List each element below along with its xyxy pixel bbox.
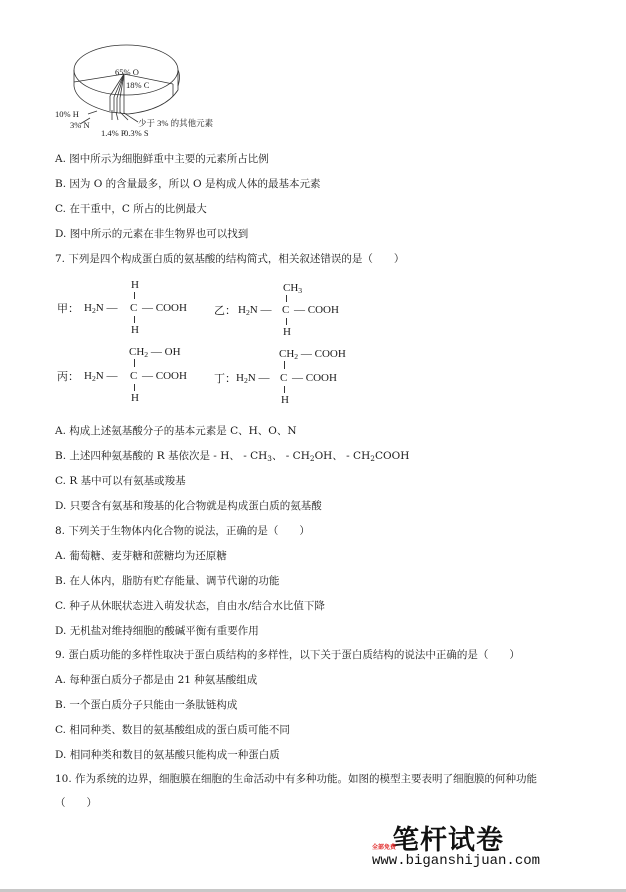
label-other-elements: 少于 3% 的其他元素 [138,118,214,128]
label-hydrogen: 10% H [55,109,79,119]
q8-option-b: B. 在人体内，脂肪有贮存能量、调节代谢的功能 [55,575,280,587]
yi-label: 乙： [214,304,236,317]
q6-option-c: C. 在干重中，C 所占的比例最大 [55,203,207,215]
watermark-free-tag: 全部免费 [372,844,397,851]
alpha-carbon: C [282,304,290,316]
q6-option-b: B. 因为 O 的含量最多，所以 O 是构成人体的最基本元素 [55,178,321,190]
element-pie-chart [50,38,250,138]
bond-line [134,359,135,367]
label-phosphorus: 1.4% P [101,128,126,138]
label-carbon: 18% C [126,80,150,90]
q6-option-d: D. 图中所示的元素在非生物界也可以找到 [55,228,249,240]
q7-option-a: A. 构成上述氨基酸分子的基本元素是 C、H、O、N [55,425,297,437]
q9-stem: 9. 蛋白质功能的多样性取决于蛋白质结构的多样性，以下关于蛋白质结构的说法中正确的是（ ） [55,649,520,661]
watermark-logo [372,818,542,878]
amino-group: $H_2N$ — [238,304,272,317]
jia-bottom: H [131,324,139,336]
methyl-group: $CH_3$ [283,282,303,295]
q9-option-d: D. 相同种类和数目的氨基酸只能构成一种蛋白质 [55,749,280,761]
bond-line [284,361,285,369]
ding-bottom: H [281,394,289,406]
bond-line [134,316,135,323]
carboxyl-group: — COOH [294,304,339,316]
jia-top: H [131,279,139,291]
q10-answer-blank: （ ） [55,797,97,809]
q8-option-d: D. 无机盐对维持细胞的酸碱平衡有重要作用 [55,625,259,637]
alpha-carbon: C [130,302,138,314]
q6-option-a: A. 图中所示为细胞鲜重中主要的元素所占比例 [55,153,269,165]
hydroxymethyl-group: $CH_2$ — OH [129,346,181,359]
watermark-url: www.biganshijuan.com [372,853,541,869]
bond-line [284,386,285,393]
label-sulfur: 0.3% S [124,128,149,138]
carboxyl-group: — COOH [292,372,337,384]
q9-option-c: C. 相同种类、数目的氨基酸组成的蛋白质可能不同 [55,724,290,736]
q10-stem: 10. 作为系统的边界，细胞膜在细胞的生命活动中有多种功能。如图的模型主要表明了细胞膜的何种功能 [55,773,538,785]
alpha-carbon: C [130,370,138,382]
bing-bottom: H [131,392,139,404]
q7-option-b: B. 上述四种氨基酸的 R 基依次是 - H、 - $CH_3$、 - $CH_2OH$、 - $CH_2COOH$ [55,450,410,463]
q7-option-c: C. R 基中可以有氨基或羧基 [55,475,186,487]
q7-stem: 7. 下列是四个构成蛋白质的氨基酸的结构简式，相关叙述错误的是（ ） [55,253,405,265]
watermark-title: 笔杆试卷 [392,825,504,856]
q7-option-d: D. 只要含有氨基和羧基的化合物就是构成蛋白质的氨基酸 [55,500,322,512]
bond-line [286,295,287,302]
bond-line [134,384,135,391]
amino-group: $H_2N$ — [236,372,270,385]
q9-option-a: A. 每种蛋白质分子都是由 21 种氨基酸组成 [55,674,258,686]
carboxymethyl-group: $CH_2$ — COOH [279,348,346,361]
jia-label: 甲： [57,302,79,315]
yi-bottom: H [283,326,291,338]
amino-group: $H_2N$ — [84,370,118,383]
alpha-carbon: C [280,372,288,384]
q8-option-a: A. 葡萄糖、麦芽糖和蔗糖均为还原糖 [55,550,227,562]
bond-line [134,292,135,299]
q8-stem: 8. 下列关于生物体内化合物的说法，正确的是（ ） [55,525,310,537]
amino-group: $H_2N$ — [84,302,118,315]
label-oxygen: 65% O [115,67,139,77]
bing-label: 丙： [57,370,79,383]
q9-option-b: B. 一个蛋白质分子只能由一条肽链构成 [55,699,238,711]
label-nitrogen: 3% N [70,120,90,130]
q8-option-c: C. 种子从休眠状态进入萌发状态，自由水/结合水比值下降 [55,600,325,612]
ding-label: 丁： [214,372,236,385]
carboxyl-group: — COOH [142,302,187,314]
carboxyl-group: — COOH [142,370,187,382]
bond-line [286,318,287,325]
